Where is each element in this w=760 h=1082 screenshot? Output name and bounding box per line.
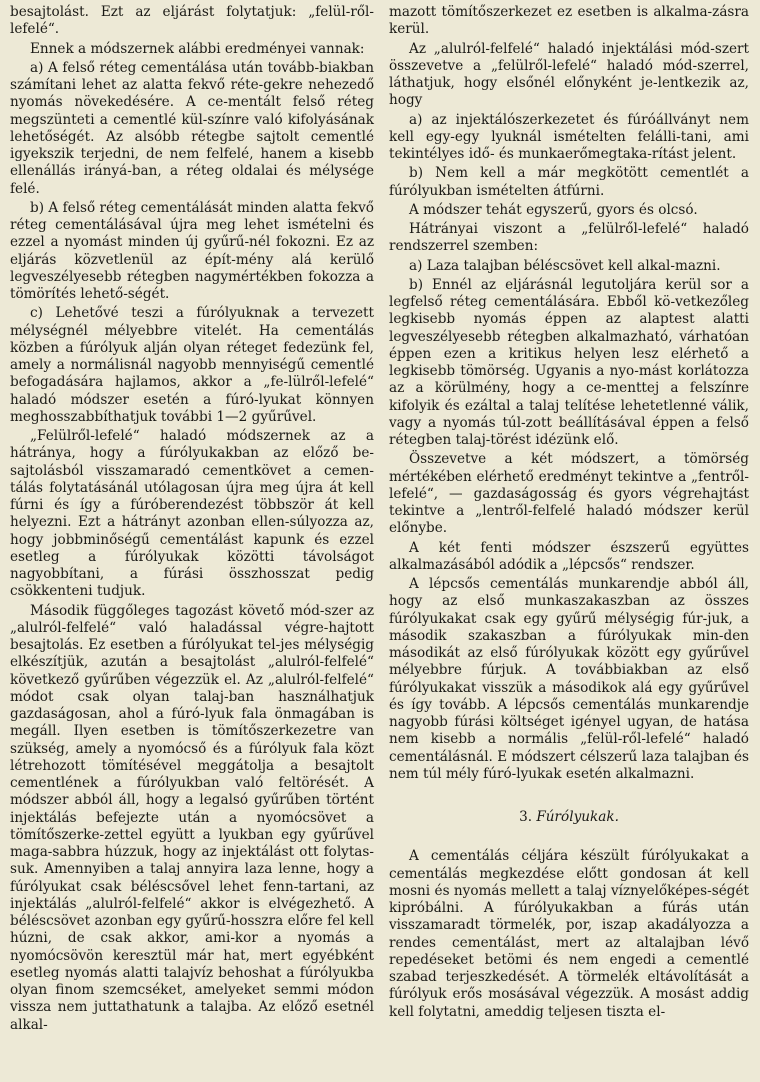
right-column — [389, 4, 749, 1021]
paragraph: „Felülről-lefelé“ haladó módszernek az a hátránya, hogy a fúrólyukakban az előző be-sajtolásból visszamaradó cementkövet a cemen-tálás folytatásánál utólagosan újra meg újra át kell fúrni és így a fúróberendezést többször át kell helyezni. Ezt a hátrányt azonban ellen-súlyozza az, hogy jobbminőségű cementálást kapunk és ezzel esetleg a fúrólyukak közötti távolságot nagyobbítani, a fúrási összhosszat pedig csökkenteni tudjuk. — [10, 428, 374, 600]
section-heading — [389, 809, 749, 826]
paragraph: Második függőleges tagozást követő mód-szer az „alulról-felfelé“ való haladással végre-hajtott besajtolás. Ez esetben a fúrólyukat tel-jes mélységig elkészítjük, azután a besajtolást „alulról-felfelé“ következő gyűrűben végezzük el. Az „alulról-felfelé“ módot csak olyan talaj-ban használhatjuk gazdaságosan, ahol a fúró-lyuk fala önmagában is megáll. Ilyen esetben is tömítőszerkezetre van szükség, amely a nyomócső és a fúrólyuk fala közt létrehozott tömítésével meggátolja a besajtolt cementlének a fúrólyukban való feltörését. A módszer abból áll, hogy a legalsó gyűrűben történt injektálás befejezte után a nyomócsövet a tömítőszerke-zettel együtt a lyukban egy gyűrűvel maga-sabbra húzzuk, hogy az injektálást ott folytas-suk. Amennyiben a talaj annyira laza lenne, hogy a fúrólyukat csak béléscsővel lehet fenn-tartani, az injektálás „alulról-felfelé“ akkor is elvégezhető. A béléscsövet azonban egy gyűrű-hosszra előre fel kell húzni, de csak akkor, ami-kor a nyomás a nyomócsövön keresztül már hat, mert egyébként esetleg nyomás alatti talajvíz behoshat a fúrólyukba olyan finom szemcséket, amelyeket semmi módon vissza nem juttathatunk a talajba. Az előző esetnél alkal- — [10, 602, 374, 1033]
paragraph: A két fenti módszer észszerű együttes alkalmazásából adódik a „lépcsős“ rendszer. — [389, 539, 749, 573]
paragraph: Az „alulról-felfelé“ haladó injektálási mód-szert összevetve a „felülről-lefelé“ haladó mód-szerrel, láthatjuk, hogy elsőnél előnyként je-lentkezik az, hogy — [389, 40, 749, 109]
paragraph: a) Laza talajban béléscsövet kell alkal-mazni. — [409, 257, 721, 274]
paragraph: b) Nem kell a már megkötött cementlét a fúrólyukban ismételten átfúrni. — [389, 165, 749, 199]
paragraph: A módszer tehát egyszerű, gyors és olcsó. — [409, 201, 698, 218]
paragraph: Ennek a módszernek alábbi eredményei vannak: — [30, 40, 365, 57]
paragraph: Hátrányai viszont a „felülről-lefelé“ haladó rendszerrel szemben: — [389, 221, 749, 255]
paragraph: mazott tömítőszerkezet ez esetben is alkalma-zásra kerül. — [389, 4, 749, 38]
left-column — [10, 4, 374, 1034]
section-body — [389, 848, 749, 1021]
paragraph: besajtolást. Ezt az eljárást folytatjuk: „felül-ről-lefelé“. — [10, 4, 374, 38]
paragraph: b) Ennél az eljárásnál legutoljára kerül sor a legfelső réteg cementálására. Ebből kö-vetkezőleg legkisebb nyomás éppen az alaptest alatti legveszélyesebb rétegben alkalmazható, várhatóan éppen ezen a kritikus helyen lesz elérhető a legkisebb tömörség. Ugyanis a nyo-mást korlátozza az a körülmény, hogy a ce-menttej a felszínre kifolyik és ezáltal a talaj telítése lehetetlenné válik, vagy a nyomás túl-zott beállításával éppen a felső rétegben talaj-törést idézünk elő. — [389, 276, 749, 448]
paragraph: c) Lehetővé teszi a fúrólyuknak a tervezett mélységnél mélyebbre vitelét. Ha cementálás közben a fúrólyuk alján olyan réteget fedezünk fel, amely a normálisnál nagyobb mennyiségű cementlé befogadására hajlamos, akkor a „fe-lülről-lefelé“ haladó módszer esetén a fúró-lyukat könnyen meghosszabbíthatjuk további 1—2 gyűrűvel. — [10, 305, 374, 425]
paragraph: A cementálás céljára készült fúrólyukakat a cementálás megkezdése előtt gondosan át kell mosni és nyomás mellett a talaj víznyelőképes-ségét kipróbálni. A fúrólyukakban a fúrás után visszamaradt törmelék, por, iszap akadályozza a rendes cementálást, mert az altalajban lévő repedéseket betömi és nem engedi a cementlé szabad terjeszkedését. A törmelék eltávolítását a fúrólyuk erős mosásával végezzük. A mosást addig kell folytatni, ameddig teljesen tiszta el- — [389, 848, 749, 1020]
paragraph: Összevetve a két módszert, a tömörség mértékében elérhető eredményt tekintve a „fentről-lefelé“, — gazdaságosság és gyors végrehajtást tekintve a „lentről-felfelé haladó módszer kerül előnybe. — [389, 451, 749, 537]
paragraph: a) A felső réteg cementálása után tovább-biakban számítani lehet az alatta fekvő réte-gekre nehezedő nyomás növekedésére. A ce-mentált felső réteg megszünteti a cementlé kül-színre való kifolyásának lehetőségét. Az alsóbb rétegbe sajtolt cementlé igyekszik terjedni, de nem felfelé, hanem a kisebb ellenállás irányá-ban, a réteg oldalai és mélysége felé. — [10, 59, 374, 197]
section-number: 3. — [519, 809, 533, 825]
paragraph: b) A felső réteg cementálását minden alatta fekvő réteg cementálásával újra meg lehet ismételni és ezzel a nyomást minden új gyűrű-nél fokozni. Ez az eljárás közvetlenül az épít-mény alá kerülő legveszélyesebb rétegben nagymértékben fokozza a tömörítés lehető-ségét. — [10, 199, 374, 302]
paragraph: A lépcsős cementálás munkarendje abból áll, hogy az első munkaszakaszban az összes fúrólyukakat csak egy gyűrű mélységig fúr-juk, a második szakaszban a fúrólyukak min-den másodikát az első fúrólyukak között egy gyűrűvel mélyebbre fúrjuk. A továbbiakban az első fúrólyukakat visszük a másodikok alá egy gyűrűvel és így tovább. A lépcsős cementálás munkarendje nagyobb fúrási költséget igényel ugyan, de hatása nem kisebb a normális „felül-ről-lefelé“ haladó cementálásnál. E módszert célszerű laza talajban és nem túl mély fúró-lyukak esetén alkalmazni. — [389, 576, 749, 782]
paragraph: a) az injektálószerkezetet és fúróállványt nem kell egy-egy lyuknál ismételten felálli-tani, ami tekintélyes idő- és munkaerőmegtaka-rítást jelent. — [389, 111, 749, 162]
section-title: Fúrólyukak. — [536, 809, 619, 825]
